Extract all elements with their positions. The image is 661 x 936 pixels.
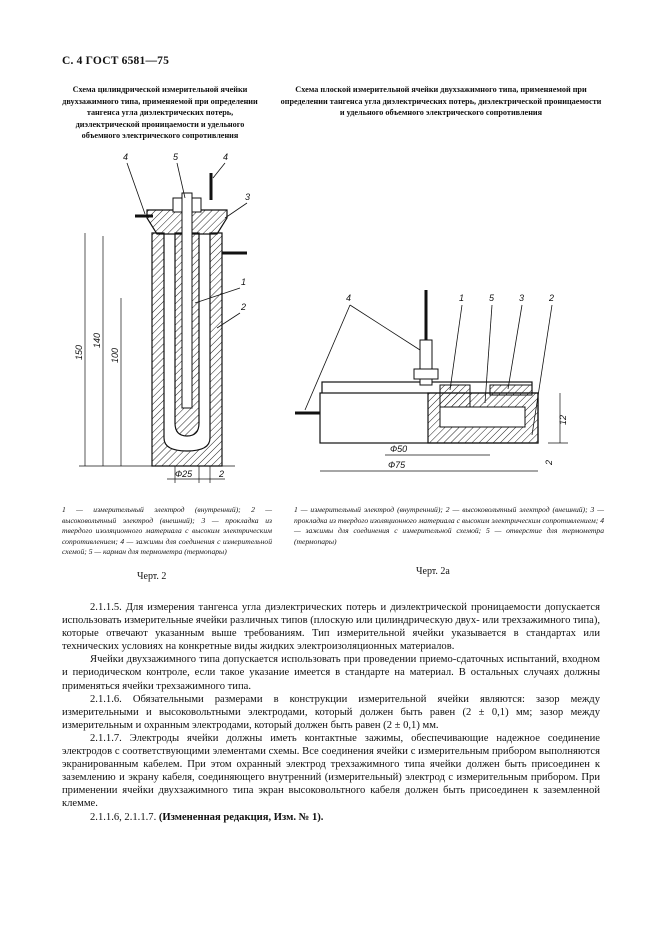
figure1-title: Схема цилиндрической измерительной ячейки двухзажимного типа, применяемой при определении тангенса угла диэлектрических потерь, диэлектрической проницаемости и удельного объемного электрического сопротивления xyxy=(62,85,258,140)
paragraph: 2.1.1.7. Электроды ячейки должны иметь контактные зажимы, обеспечивающие надежное соединение электродов с соответствующими элементами схемы. Все соединения ячейки с измерительным прибором выполняются экранированным кабелем. При этом охранный электрод трехзажимного типа ячейки должен быть присоединен к заземлению и экрану кабеля, соединяющего внутренний (измерительный) электрод с измерительным прибором. При применении ячейки двухзажимного типа экран высоковольтного кабеля должен быть присоединен к заземленной клемме. xyxy=(62,732,600,810)
body-text xyxy=(62,601,600,824)
fig2-callout: 5 xyxy=(489,293,495,303)
fig2-callout: 3 xyxy=(519,293,525,303)
fig1-dim: Ф25 xyxy=(175,469,193,479)
figure1-legend: 1 — измерительный электрод (внутренний); 2 — высоковольтный электрод (внешний); 3 — прокладка из твердого изоляционного материала с высоким электрическим сопротивлением; 4 — зажимы для соединения с измерительной схемой; 5 — карман для термометра (термопары) xyxy=(62,505,272,556)
fig1-dim: 140 xyxy=(92,332,102,348)
figure2-title: Схема плоской измерительной ячейки двухзажимного типа, применяемой при определении тангенса угла диэлектрических потерь, диэлектрической проницаемости и удельного объемного электрического сопротивления xyxy=(280,85,602,117)
fig2-dim: Ф50 xyxy=(390,444,408,454)
fig2-callout: 4 xyxy=(346,293,352,303)
fig1-dim: 2 xyxy=(219,469,225,479)
paragraph: Ячейки двухзажимного типа допускается использовать при проведении приемо-сдаточных испытаний, входном и периодическом контроле, если такое указание имеется в стандарте на материал. В остальных случаях должны применяться ячейки трехзажимного типа. xyxy=(62,654,600,692)
fig1-callout: 4 xyxy=(223,152,229,162)
fig1-callout: 5 xyxy=(173,152,179,162)
paragraph: 2.1.1.5. Для измерения тангенса угла диэлектрических потерь и диэлектрической проницаемости допускается использовать измерительные ячейки различных типов (плоскую или цилиндрическую двух- или трехзажимного типа), которые отвечают указанным выше требованиям. Тип измерительной ячейки указывается в стандартах или технических условиях на конкретные виды жидких электроизоляционных материалов. xyxy=(62,602,600,653)
fig1-callout: 3 xyxy=(245,192,251,202)
fig2-dim: 2 xyxy=(544,459,554,465)
amendment-note xyxy=(62,811,600,824)
fig2-dim: 12 xyxy=(558,414,568,425)
page-header: С. 4 ГОСТ 6581—75 xyxy=(62,55,170,67)
fig1-callout: 1 xyxy=(241,277,247,287)
fig1-callout: 2 xyxy=(241,302,247,312)
fig1-dim: 100 xyxy=(110,347,120,363)
fig2-callout: 1 xyxy=(459,293,465,303)
fig1-callout: 4 xyxy=(123,152,129,162)
figure2-legend: 1 — измерительный электрод (внутренний); 2 — высоковольтный электрод (внешний); 3 — прокладка из твердого изоляционного материала с высоким электрическим сопротивлением; 4 — зажимы для соединения с измерительной схемой; 5 — отверстие для термометра (термопары) xyxy=(294,505,604,546)
figure1-drawing xyxy=(55,148,285,493)
figure2-caption: Черт. 2а xyxy=(416,566,450,577)
paragraph: 2.1.1.6. Обязательными размерами в конструкции измерительной ячейки являются: зазор между измерительными и высоковольтными электродами, который должен быть равен (2 ± 0,1) мм; зазор между измерительным и охранным электродами, который должен быть равен (2 ± 0,1) мм. xyxy=(62,693,600,731)
figure1-caption: Черт. 2 xyxy=(137,571,167,582)
figure2-drawing xyxy=(290,285,610,485)
amendment-text: (Измененная редакция, Изм. № 1). xyxy=(158,811,324,823)
fig2-callout: 2 xyxy=(549,293,555,303)
fig2-dim: Ф75 xyxy=(388,460,406,470)
amendment-ref: 2.1.1.6, 2.1.1.7. xyxy=(90,811,157,823)
fig1-dim: 150 xyxy=(74,344,84,360)
